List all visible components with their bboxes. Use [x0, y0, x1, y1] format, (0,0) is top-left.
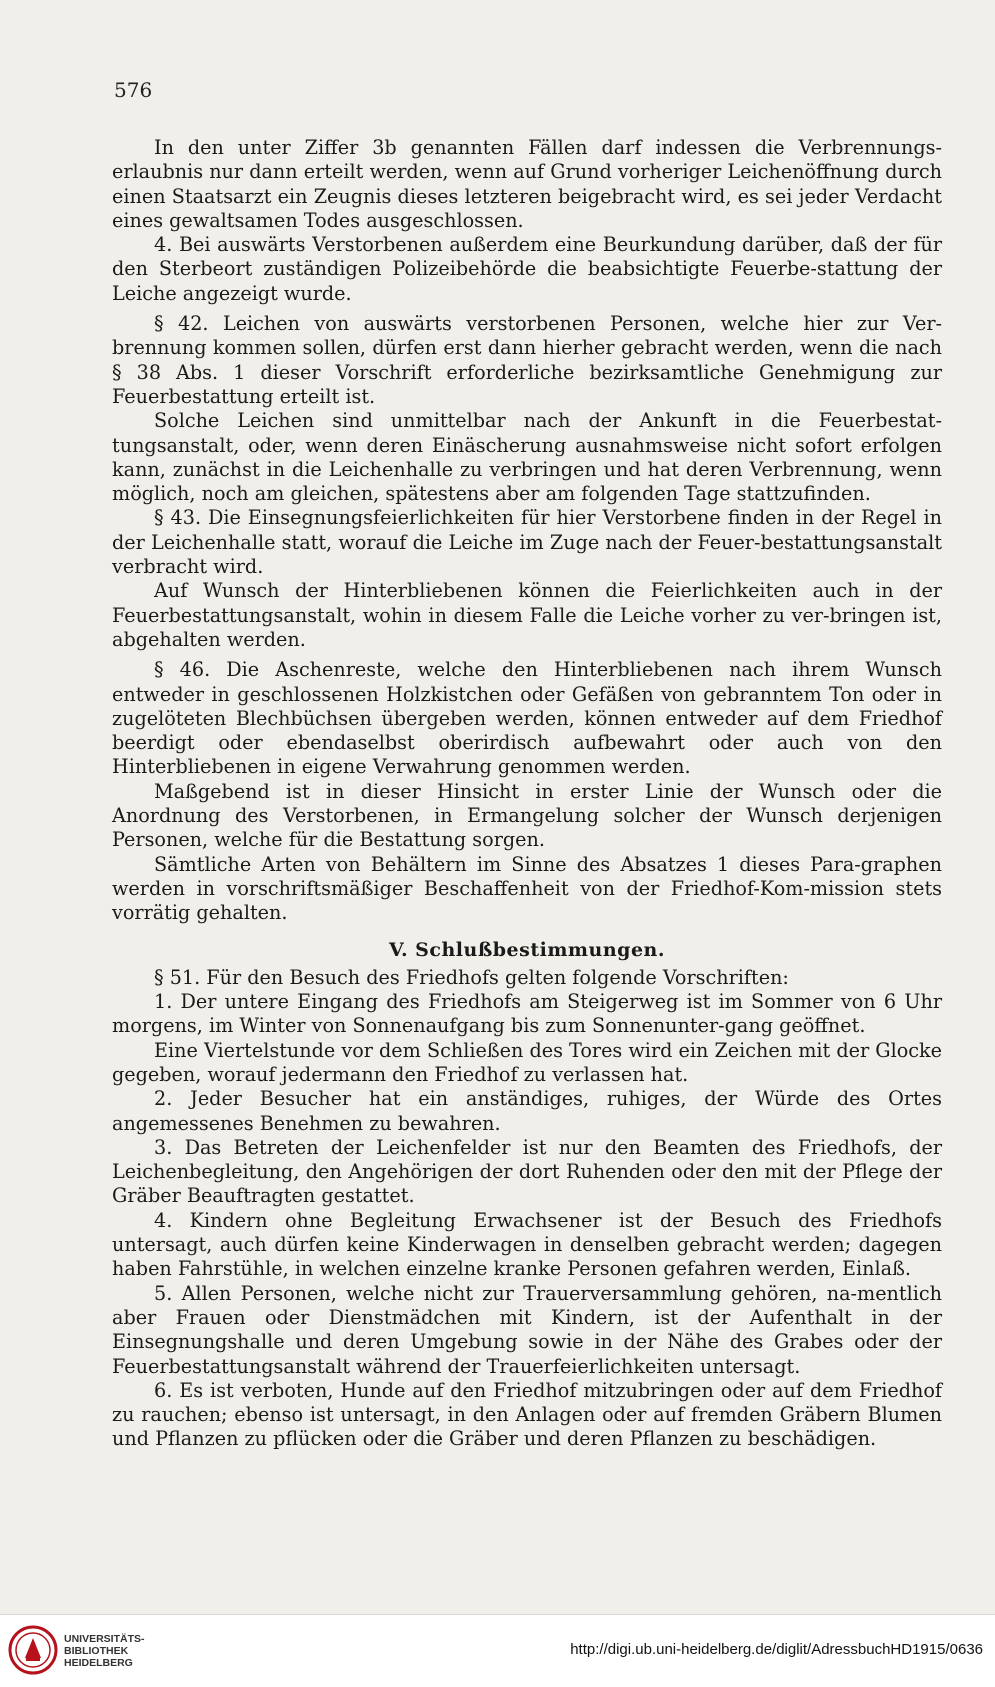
university-seal-icon — [8, 1625, 58, 1675]
library-name-line: HEIDELBERG — [64, 1657, 133, 1669]
section-heading: V. Schlußbestimmungen. — [389, 938, 665, 961]
source-url-link[interactable]: http://digi.ub.uni-heidelberg.de/diglit/AdressbuchHD1915/0636 — [570, 1641, 983, 1658]
paragraph: 3. Das Betreten der Leichenfelder ist nur den Beamten des Friedhofs, der Leichenbegleitung, den Angehörigen der dort Ruhenden oder den mit der Pflege der Gräber Beauftragten gestattet. — [112, 1135, 942, 1208]
paragraph: § 42. Leichen von auswärts verstorbenen Personen, welche hier zur Ver-brennung kommen sollen, dürfen erst dann hierher gebracht werden, wenn die nach § 38 Abs. 1 dieser Vorschrift erforderliche bezirksamtliche Genehmigung zur Feuerbestattung erteilt ist. — [112, 312, 942, 408]
paragraph: 6. Es ist verboten, Hunde auf den Friedhof mitzubringen oder auf dem Friedhof zu rauchen; ebenso ist untersagt, in den Anlagen oder auf fremden Gräbern Blumen und Pflanzen zu pflücken oder die Gräber und deren Pflanzen zu beschädigen. — [112, 1378, 942, 1451]
paragraph: Eine Viertelstunde vor dem Schließen des Tores wird ein Zeichen mit der Glocke gegeben, worauf jedermann den Friedhof zu verlassen hat. — [112, 1038, 942, 1086]
paragraph: 2. Jeder Besucher hat ein anständiges, ruhiges, der Würde des Ortes angemessenes Benehmen zu bewahren. — [112, 1087, 942, 1135]
paragraph: 1. Der untere Eingang des Friedhofs am Steigerweg ist im Sommer von 6 Uhr morgens, im Winter von Sonnenaufgang bis zum Sonnenunter-gang geöffnet. — [112, 990, 942, 1038]
library-name — [64, 1633, 145, 1669]
paragraph: In den unter Ziffer 3b genannten Fällen darf indessen die Verbrennungs-erlaubnis nur dann erteilt werden, wenn auf Grund vorheriger Leichenöffnung durch einen Staatsarzt ein Zeugnis dieses letzteren beigebracht wird, es sei jeder Verdacht eines gewaltsamen Todes ausgeschlossen. — [112, 136, 942, 232]
paragraph: § 51. Für den Besuch des Friedhofs gelten folgende Vorschriften: — [154, 965, 789, 989]
paragraph: Maßgebend ist in dieser Hinsicht in erster Linie der Wunsch oder die Anordnung des Verstorbenen, in Ermangelung solcher der Wunsch derjenigen Personen, welche für die Bestattung sorgen. — [112, 779, 942, 852]
paragraph: 5. Allen Personen, welche nicht zur Trauerversammlung gehören, na-mentlich aber Frauen oder Dienstmädchen mit Kindern, ist der Aufenthalt in der Einsegnungshalle und deren Umgebung sowie in der Nähe des Grabes oder der Feuerbestattungsanstalt während der Trauerfeierlichkeiten untersagt. — [112, 1281, 942, 1378]
paragraph: Solche Leichen sind unmittelbar nach der Ankunft in die Feuerbestat-tungsanstalt, oder, wenn deren Einäscherung ausnahmsweise nicht sofort erfolgen kann, zunächst in die Leichenhalle zu verbringen und hat deren Verbrennung, wenn möglich, noch am gleichen, spätestens aber am folgenden Tage stattzufinden. — [112, 409, 942, 506]
paragraph: Auf Wunsch der Hinterbliebenen können die Feierlichkeiten auch in der Feuerbestattungsanstalt, wohin in diesem Falle die Leiche vorher zu ver-bringen ist, abgehalten werden. — [112, 579, 942, 651]
paragraph: § 46. Die Aschenreste, welche den Hinterbliebenen nach ihrem Wunsch entweder in geschlossenen Holzkistchen oder Gefäßen von gebranntem Ton oder in zugelöteten Blechbüchsen übergeben werden, können entweder auf dem Friedhof beerdigt oder ebendaselbst oberirdisch aufbewahrt oder auch von den Hinterbliebenen in eigene Verwahrung genommen werden. — [112, 658, 942, 779]
paragraph: 4. Bei auswärts Verstorbenen außerdem eine Beurkundung darüber, daß der für den Sterbeort zuständigen Polizeibehörde die beabsichtigte Feuerbe-stattung der Leiche angezeigt wurde. — [112, 233, 942, 305]
page-text — [112, 136, 942, 1452]
footer-bar — [0, 1614, 995, 1687]
page-number: 576 — [114, 78, 153, 102]
paragraph: 4. Kindern ohne Begleitung Erwachsener ist der Besuch des Friedhofs untersagt, auch dürfen keine Kinderwagen in denselben gebracht werden; dagegen haben Fahrstühle, in welchen einzelne kranke Personen gefahren werden, Einlaß. — [112, 1208, 942, 1281]
paragraph: Sämtliche Arten von Behältern im Sinne des Absatzes 1 dieses Para-graphen werden in vorschriftsmäßiger Beschaffenheit von der Friedhof-Kom-mission stets vorrätig gehalten. — [112, 852, 942, 925]
paragraph: § 43. Die Einsegnungsfeierlichkeiten für hier Verstorbene finden in der Regel in der Leichenhalle statt, worauf die Leiche im Zuge nach der Feuer-bestattungsanstalt verbracht wird. — [112, 506, 942, 579]
library-name-line: UNIVERSITÄTS- — [64, 1633, 145, 1645]
library-name-line: BIBLIOTHEK — [64, 1645, 129, 1657]
